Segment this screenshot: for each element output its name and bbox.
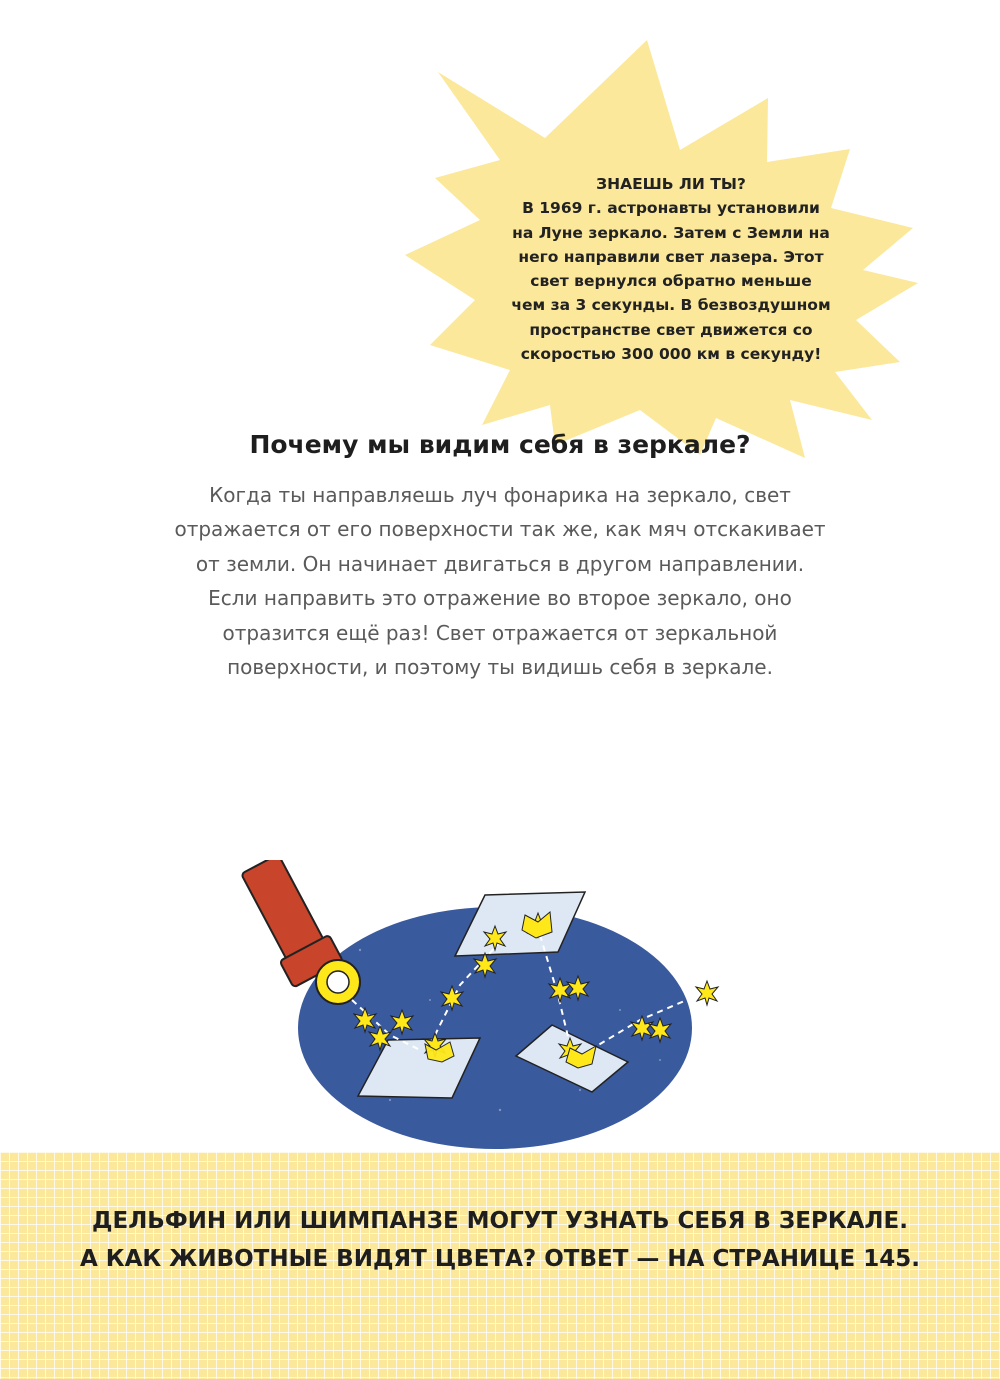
mirror-reflection-illustration <box>240 860 760 1150</box>
body-line: Если направить это отражение во второе зеркало, оно <box>208 586 792 611</box>
section-title: Почему мы видим себя в зеркале? <box>249 430 751 459</box>
fact-heading: ЗНАЕШЬ ЛИ ТЫ? <box>596 175 746 193</box>
body-line: поверхности, и поэтому ты видишь себя в зеркале. <box>227 655 773 680</box>
body-line: отражается от его поверхности так же, как мяч отскакивает <box>174 517 826 542</box>
fact-line: него направили свет лазера. Этот <box>518 247 824 266</box>
section-body <box>0 478 1000 684</box>
fact-line: свет вернулся обратно меньше <box>530 272 812 291</box>
fact-line: пространстве свет движется со <box>529 320 813 339</box>
fact-box <box>480 172 862 366</box>
footer-line: ДЕЛЬФИН ИЛИ ШИМПАНЗЕ МОГУТ УЗНАТЬ СЕБЯ В ЗЕРКАЛЕ. <box>92 1208 908 1234</box>
fact-line: на Луне зеркало. Затем с Земли на <box>512 223 830 242</box>
flashlight-icon <box>241 860 360 1004</box>
footer-line: А КАК ЖИВОТНЫЕ ВИДЯТ ЦВЕТА? ОТВЕТ — НА СТРАНИЦЕ 145. <box>79 1246 921 1272</box>
body-line: от земли. Он начинает двигаться в другом направлении. <box>195 551 805 576</box>
fact-line: скоростью 300 000 км в секунду! <box>520 345 822 364</box>
body-line: отразится ещё раз! Свет отражается от зеркальной <box>222 620 778 645</box>
body-line: Когда ты направляешь луч фонарика на зеркало, свет <box>209 483 791 507</box>
fact-line: чем за 3 секунды. В безвоздушном <box>511 296 831 315</box>
footer-note <box>0 1202 1000 1278</box>
fact-line: В 1969 г. астронавты установили <box>522 199 820 218</box>
